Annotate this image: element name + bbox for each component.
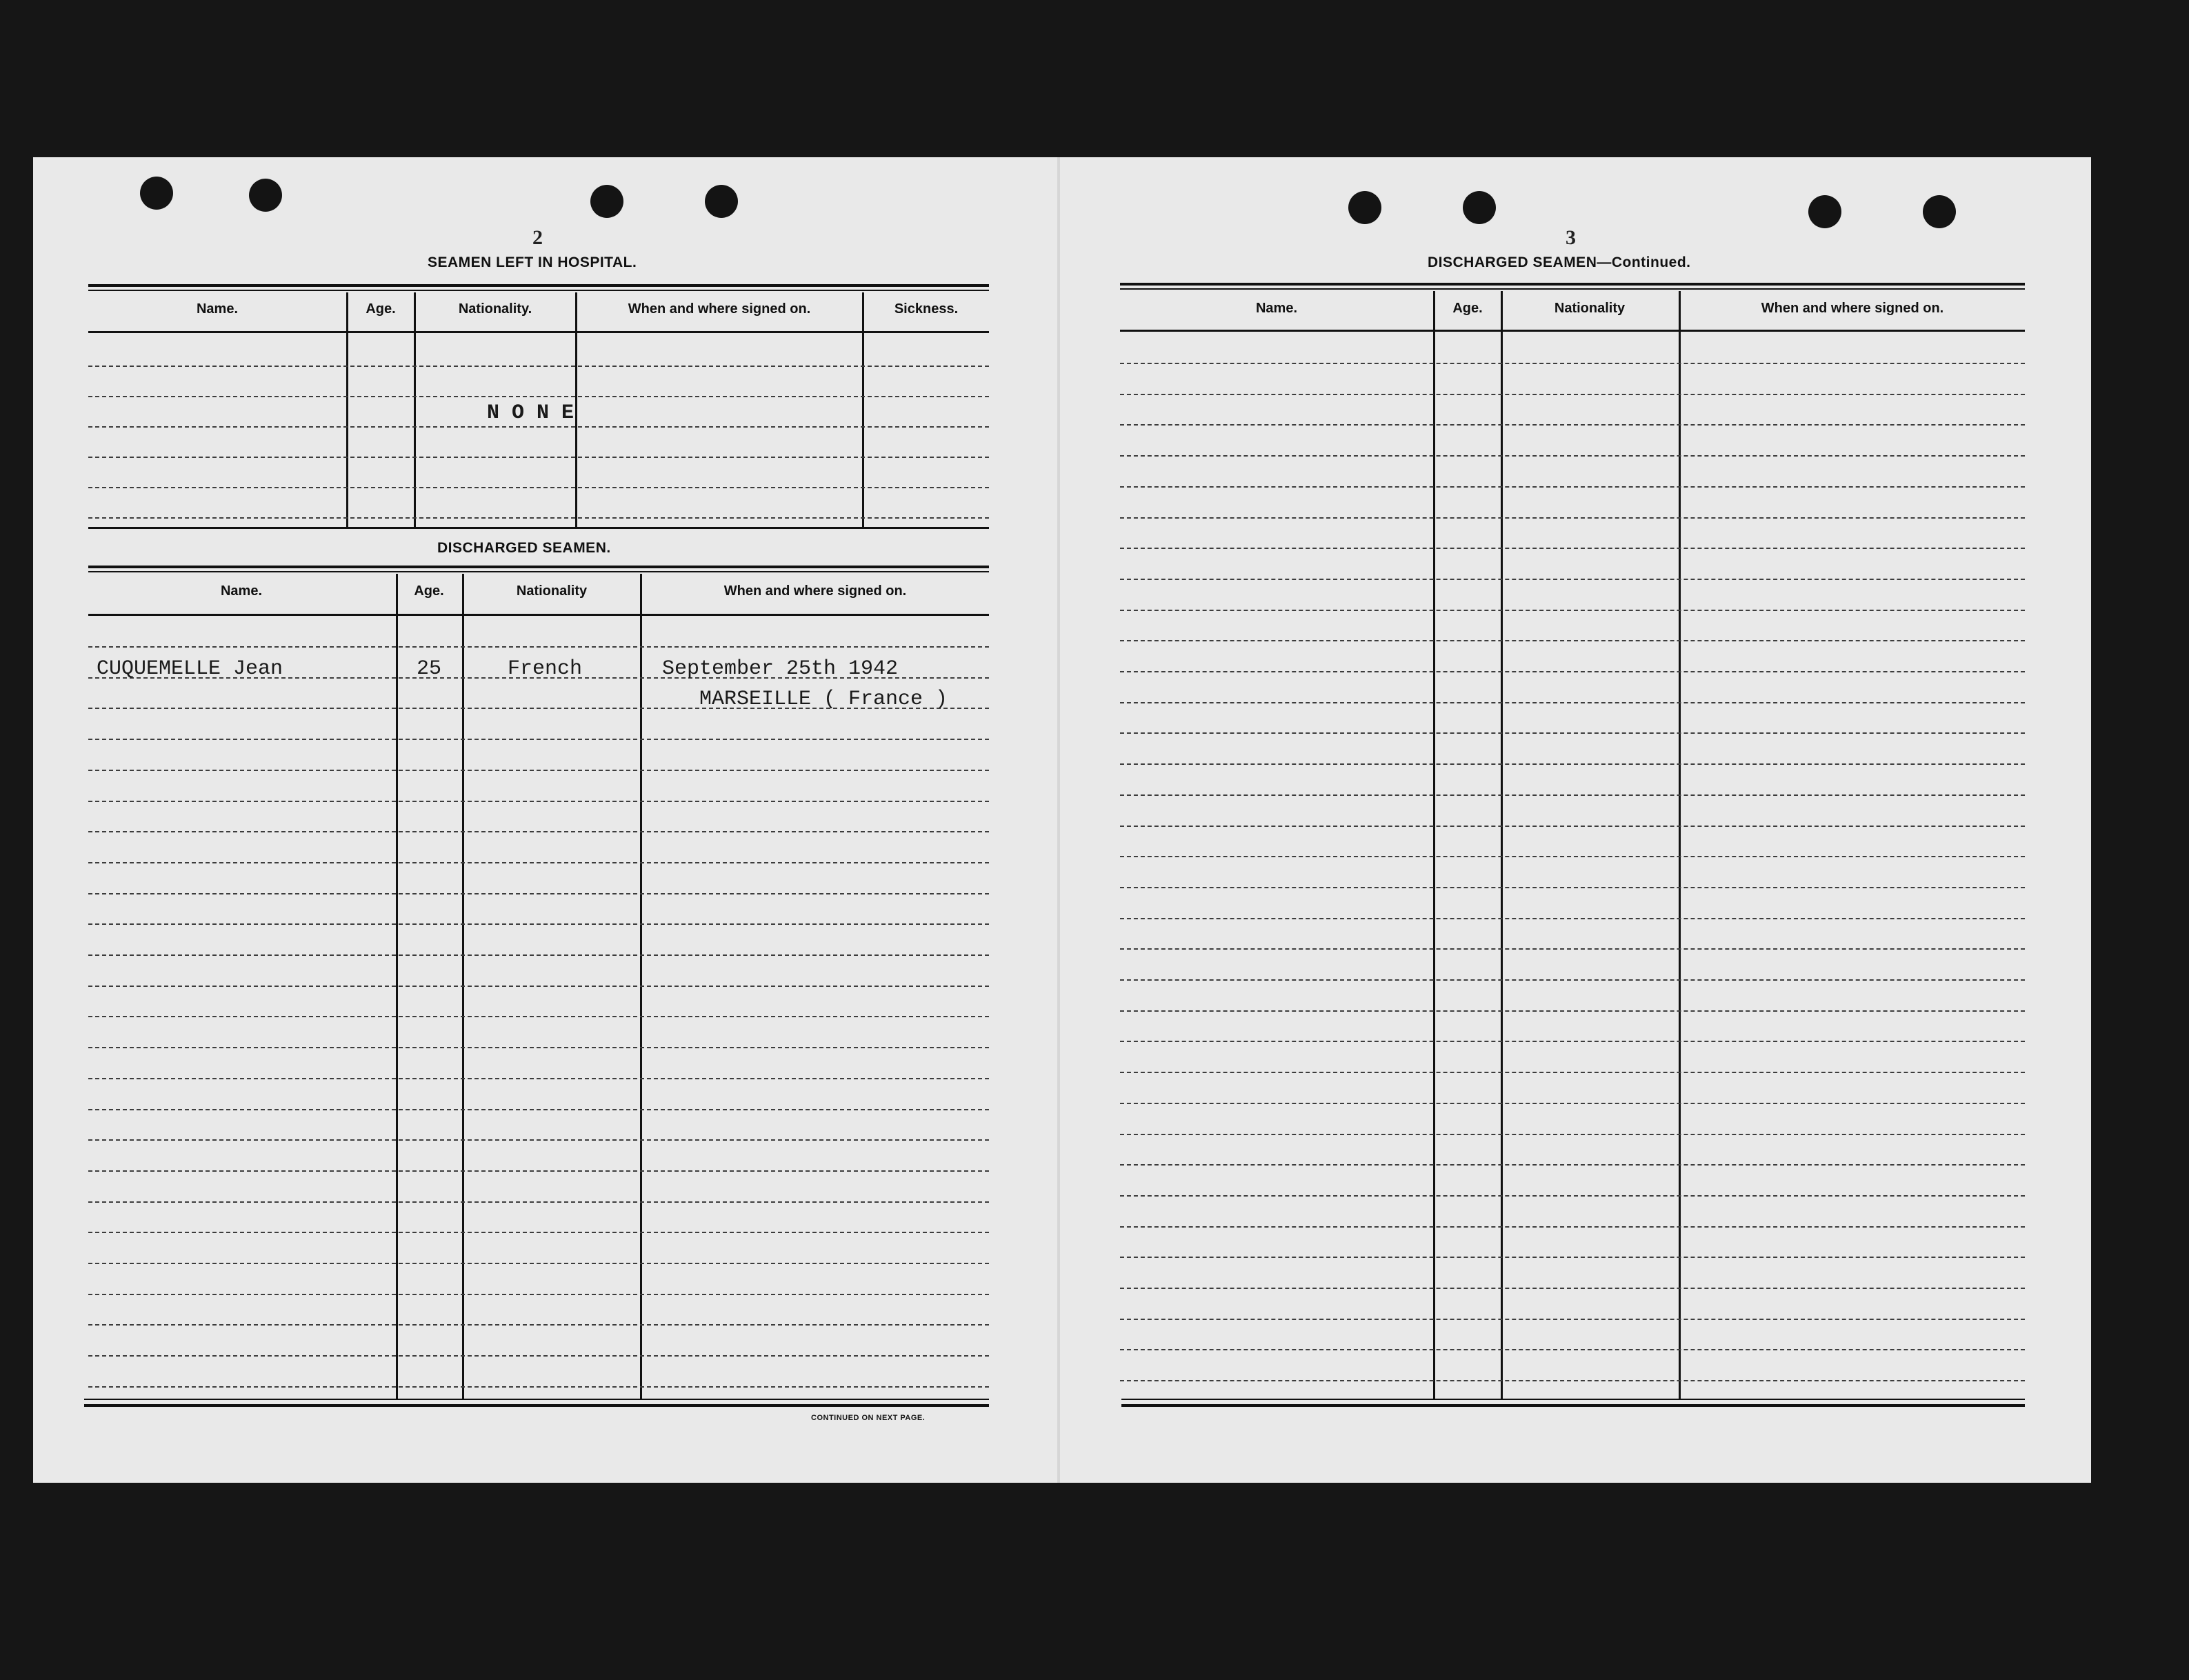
ruled-line	[1120, 826, 2025, 827]
discharged-col-name: Name.	[220, 583, 263, 599]
ruled-line	[88, 986, 989, 987]
hospital-col-signed-on: When and where signed on.	[628, 301, 811, 317]
hospital-col-divider	[414, 292, 416, 528]
discharged-col-divider	[396, 574, 398, 1400]
hospital-col-divider	[862, 292, 864, 528]
ruled-line	[88, 1170, 989, 1172]
discharged-top-rule	[88, 571, 989, 572]
ruled-line	[1120, 887, 2025, 888]
continued-col-age: Age.	[1452, 301, 1483, 316]
ruled-line	[1120, 363, 2025, 364]
ruled-line	[1120, 1164, 2025, 1166]
punch-hole	[1808, 195, 1841, 228]
ruled-line	[1120, 1349, 2025, 1350]
hospital-header-rule	[88, 331, 989, 333]
ruled-line	[88, 517, 989, 519]
hospital-col-divider	[346, 292, 348, 528]
ruled-line	[1120, 579, 2025, 580]
ruled-line	[88, 1355, 989, 1357]
ruled-line	[1120, 424, 2025, 426]
ruled-line	[1120, 1380, 2025, 1381]
seaman-age: 25	[417, 657, 442, 681]
ruled-line	[88, 739, 989, 740]
ruled-line	[88, 396, 989, 397]
ruled-line	[88, 831, 989, 832]
page-fold	[1057, 157, 1060, 1483]
punch-hole	[1463, 191, 1496, 224]
continued-col-divider	[1679, 291, 1681, 1400]
hospital-section-title: SEAMEN LEFT IN HOSPITAL.	[428, 254, 637, 270]
ruled-line	[88, 1294, 989, 1295]
ruled-line	[88, 457, 989, 458]
continued-bottom-rule	[1121, 1399, 2025, 1400]
ruled-line	[88, 923, 989, 925]
page-number-left: 2	[532, 226, 543, 249]
ruled-line	[1120, 794, 2025, 796]
ruled-line	[1120, 1257, 2025, 1258]
ruled-line	[88, 1324, 989, 1326]
punch-hole	[1923, 195, 1956, 228]
ruled-line	[1120, 548, 2025, 549]
ruled-line	[1120, 1134, 2025, 1135]
hospital-col-nationality: Nationality.	[458, 301, 532, 317]
continued-col-name: Name.	[1255, 301, 1298, 316]
ruled-line	[1120, 486, 2025, 488]
ruled-line	[88, 1047, 989, 1048]
hospital-none-entry: N O N E	[487, 401, 574, 425]
hospital-top-rule	[88, 284, 989, 287]
ruled-line	[1120, 1288, 2025, 1289]
ruled-line	[1120, 1226, 2025, 1228]
ruled-line	[88, 1386, 989, 1388]
continued-col-signed-on: When and where signed on.	[1761, 301, 1944, 316]
hospital-col-sickness: Sickness.	[894, 301, 959, 317]
ruled-line	[1120, 394, 2025, 395]
ruled-line	[88, 770, 989, 771]
punch-hole	[1348, 191, 1381, 224]
ruled-line	[1120, 610, 2025, 611]
ruled-line	[88, 487, 989, 488]
document-sheet	[33, 157, 2091, 1483]
ruled-line	[1120, 517, 2025, 519]
continued-section-title: DISCHARGED SEAMEN—Continued.	[1428, 254, 1691, 270]
continued-top-rule	[1120, 288, 2025, 290]
punch-hole	[705, 185, 738, 218]
ruled-line	[1120, 640, 2025, 641]
ruled-line	[1120, 702, 2025, 703]
ruled-line	[1120, 763, 2025, 765]
ruled-line	[1120, 1041, 2025, 1042]
ruled-line	[1120, 455, 2025, 457]
ruled-line	[88, 1109, 989, 1110]
discharged-top-rule	[88, 566, 989, 568]
hospital-col-name: Name.	[196, 301, 239, 317]
seaman-signed-on-date: September 25th 1942	[662, 657, 899, 681]
continued-col-divider	[1433, 291, 1435, 1400]
ruled-line	[1120, 1010, 2025, 1012]
seaman-signed-on-place: MARSEILLE ( France )	[699, 688, 948, 711]
ruled-line	[1120, 671, 2025, 672]
hospital-top-rule	[88, 290, 989, 291]
ruled-line	[88, 1078, 989, 1079]
discharged-bottom-rule	[84, 1404, 989, 1407]
ruled-line	[88, 646, 989, 648]
continued-col-divider	[1501, 291, 1503, 1400]
discharged-col-signed-on: When and where signed on.	[723, 583, 907, 599]
discharged-col-divider	[640, 574, 642, 1400]
punch-hole	[249, 179, 282, 212]
ruled-line	[88, 893, 989, 894]
ruled-line	[88, 954, 989, 956]
discharged-section-title: DISCHARGED SEAMEN.	[437, 540, 611, 556]
ruled-line	[1120, 1072, 2025, 1073]
discharged-bottom-rule	[84, 1399, 989, 1400]
ruled-line	[88, 426, 989, 428]
ruled-line	[1120, 918, 2025, 919]
ruled-line	[88, 862, 989, 863]
ruled-line	[88, 1139, 989, 1141]
ruled-line	[1120, 979, 2025, 981]
ruled-line	[88, 366, 989, 367]
discharged-header-rule	[88, 614, 989, 616]
ruled-line	[1120, 1103, 2025, 1104]
discharged-col-age: Age.	[414, 583, 444, 599]
discharged-col-nationality: Nationality	[516, 583, 588, 599]
continued-bottom-rule	[1121, 1404, 2025, 1407]
seaman-name: CUQUEMELLE Jean	[97, 657, 283, 681]
punch-hole	[140, 177, 173, 210]
ruled-line	[88, 1201, 989, 1203]
page-number-right: 3	[1566, 226, 1576, 249]
ruled-line	[1120, 732, 2025, 734]
discharged-col-divider	[462, 574, 464, 1400]
seaman-nationality: French	[508, 657, 583, 681]
ruled-line	[88, 801, 989, 802]
ruled-line	[88, 1232, 989, 1233]
hospital-col-divider	[575, 292, 577, 528]
hospital-bottom-rule	[88, 527, 989, 529]
hospital-col-age: Age.	[366, 301, 396, 317]
ruled-line	[88, 1016, 989, 1017]
ruled-line	[1120, 856, 2025, 857]
ruled-line	[1120, 1195, 2025, 1197]
ruled-line	[1120, 1319, 2025, 1320]
continued-header-rule	[1120, 330, 2025, 332]
ruled-line	[1120, 948, 2025, 950]
punch-hole	[590, 185, 623, 218]
continued-top-rule	[1120, 283, 2025, 286]
ruled-line	[88, 1263, 989, 1264]
continued-col-nationality: Nationality	[1554, 301, 1626, 316]
continued-footnote: CONTINUED ON NEXT PAGE.	[811, 1414, 926, 1422]
